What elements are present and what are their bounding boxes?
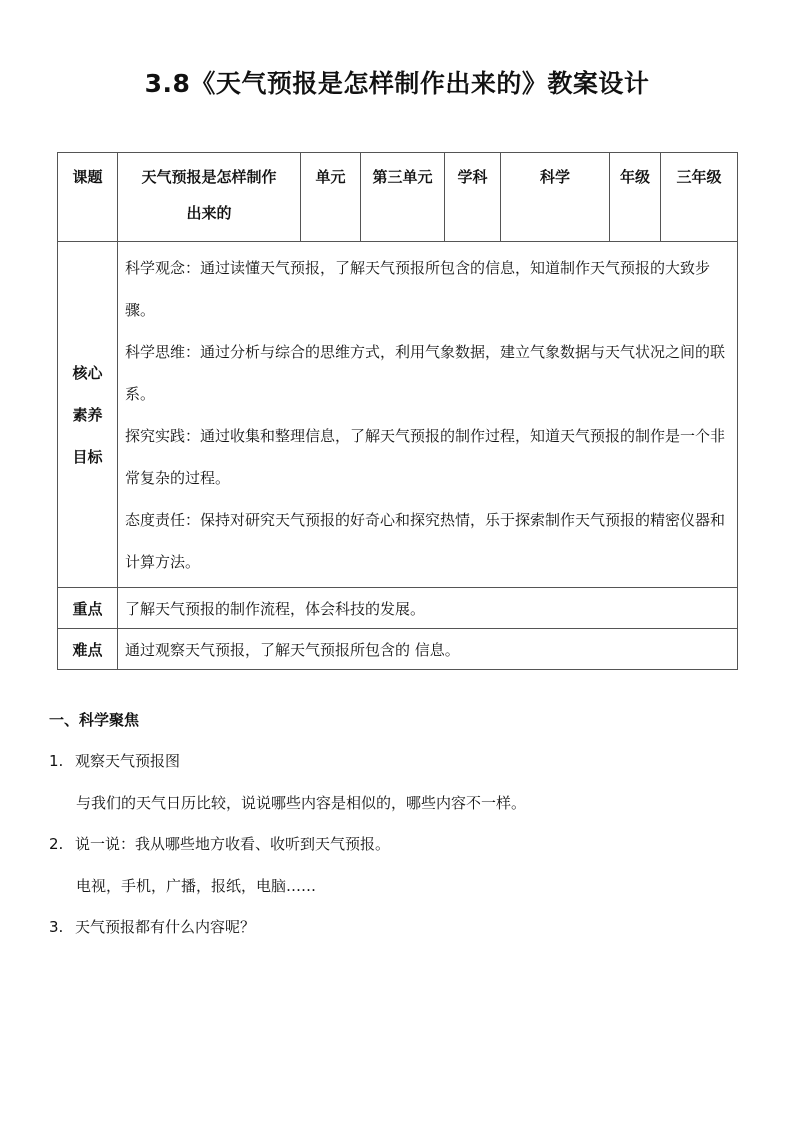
core-label-line2: 素养 — [72, 405, 103, 424]
header-row — [58, 153, 738, 242]
list-item-number: 2. — [49, 835, 64, 853]
subject-value: 科学 — [501, 153, 610, 242]
list-item-text: 天气预报都有什么内容呢？ — [75, 918, 256, 936]
core-label-line1: 核心 — [72, 363, 103, 382]
key-point-text: 了解天气预报的制作流程，体会科技的发展。 — [118, 588, 738, 629]
grade-label: 年级 — [610, 153, 661, 242]
unit-value: 第三单元 — [361, 153, 445, 242]
core-goal-item: 探究实践：通过收集和整理信息，了解天气预报的制作过程，知道天气预报的制作是一个非常复杂的过程。 — [125, 427, 726, 487]
lesson-info-table — [57, 152, 738, 670]
key-point-row — [58, 588, 738, 629]
list-item — [49, 751, 180, 771]
core-row — [58, 242, 738, 588]
unit-label: 单元 — [301, 153, 361, 242]
list-item-text: 观察天气预报图 — [75, 752, 181, 770]
core-goal-item: 态度责任：保持对研究天气预报的好奇心和探究热情，乐于探索制作天气预报的精密仪器和计算方法。 — [125, 511, 726, 571]
list-item — [49, 917, 255, 937]
topic-label: 课题 — [58, 153, 118, 242]
list-item-number: 3. — [49, 918, 64, 936]
list-item — [49, 834, 390, 854]
core-goals — [118, 242, 738, 588]
difficulty-row — [58, 629, 738, 670]
core-label-line3: 目标 — [72, 447, 103, 466]
topic-value-line2: 出来的 — [186, 204, 232, 222]
document-title: 3.8《天气预报是怎样制作出来的》教案设计 — [144, 69, 650, 98]
topic-value — [118, 153, 301, 242]
topic-value-line1: 天气预报是怎样制作 — [141, 168, 277, 186]
difficulty-label: 难点 — [58, 629, 118, 670]
core-goal-item: 科学思维：通过分析与综合的思维方式，利用气象数据，建立气象数据与天气状况之间的联系。 — [125, 343, 726, 403]
difficulty-text: 通过观察天气预报，了解天气预报所包含的 信息。 — [118, 629, 738, 670]
core-label — [58, 242, 118, 588]
section-heading: 一、科学聚焦 — [49, 711, 140, 729]
key-point-label: 重点 — [58, 588, 118, 629]
subject-label: 学科 — [445, 153, 501, 242]
list-item-text: 说一说：我从哪些地方收看、收听到天气预报。 — [75, 835, 391, 853]
list-item-sub: 电视，手机，广播，报纸，电脑…… — [76, 877, 317, 895]
grade-value: 三年级 — [661, 153, 738, 242]
list-item-sub: 与我们的天气日历比较，说说哪些内容是相似的，哪些内容不一样。 — [76, 794, 527, 812]
core-goal-item: 科学观念：通过读懂天气预报，了解天气预报所包含的信息，知道制作天气预报的大致步骤。 — [125, 259, 711, 319]
list-item-number: 1. — [49, 752, 64, 770]
